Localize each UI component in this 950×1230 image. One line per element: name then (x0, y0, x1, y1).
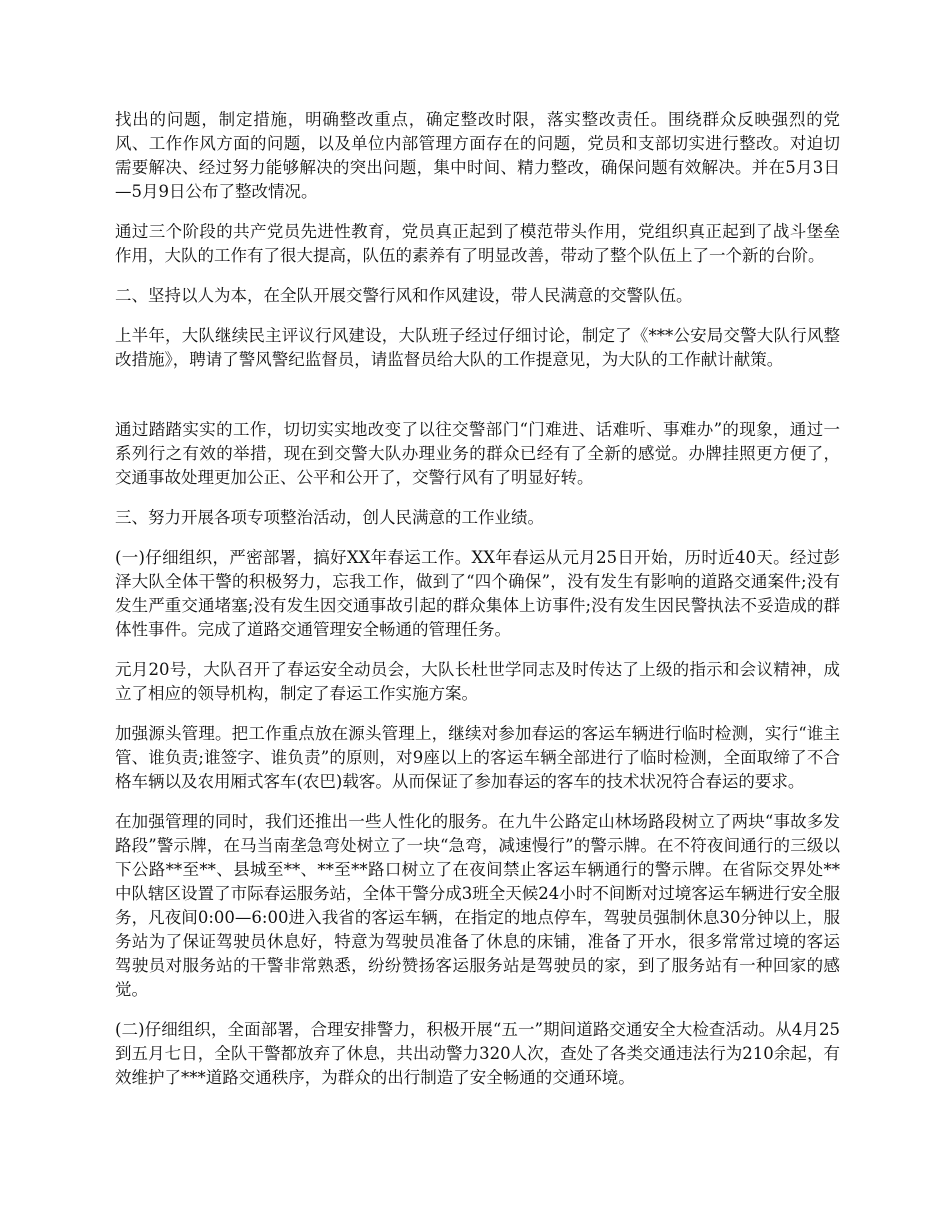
paragraph-spring-transport: (一)仔细组织，严密部署，搞好XX年春运工作。XX年春运从元月25日开始，历时近40天。经过彭泽大队全体干警的积极努力，忘我工作，做到了“四个确保”，没有发生有影响的道路交通案件;没有发生严重交通堵塞;没有发生因交通事故引起的群众集体上访事件;没有发生因民警执法不妥造成的群体性事件。完成了道路交通管理安全畅通的管理任务。 (115, 548, 840, 639)
section-heading-3: 三、努力开展各项专项整治活动，创人民满意的工作业绩。 (115, 508, 544, 527)
paragraph-mobilization-meeting: 元月20号，大队召开了春运安全动员会，大队长杜世学同志及时传达了上级的指示和会议精神，成立了相应的领导机构，制定了春运工作实施方案。 (115, 660, 840, 703)
document-body (115, 108, 840, 1106)
paragraph-rectification: 找出的问题，制定措施，明确整改重点，确定整改时限，落实整改责任。围绕群众反映强烈的党风、工作作风方面的问题，以及单位内部管理方面存在的问题，党员和支部切实进行整改。对迫切需要解决、经过努力能够解决的突出问题，集中时间、精力整改，确保问题有效解决。并在5月3日—5月9日公布了整改情况。 (115, 110, 840, 201)
paragraph-humane-services: 在加强管理的同时，我们还推出一些人性化的服务。在九牛公路定山林场路段树立了两块“事故多发路段”警示牌，在马当南垄急弯处树立了一块“急弯，减速慢行”的警示牌。在不符夜间通行的三级以下公路**至**、县城至**、**至**路口树立了在夜间禁止客运车辆通行的警示牌。在省际交界处**中队辖区设置了市际春运服务站，全体干警分成3班全天候24小时不间断对过境客运车辆进行安全服务，凡夜间0:00—6:00进入我省的客运车辆，在指定的地点停车，驾驶员强制休息30分钟以上，服务站为了保证驾驶员休息好，特意为驾驶员准备了休息的床铺，准备了开水，很多常常过境的客运驾驶员对服务站的干警非常熟悉，纷纷赞扬客运服务站是驾驶员的家，到了服务站有一种回家的感觉。 (115, 812, 840, 999)
paragraph-work-improvement: 通过踏踏实实的工作，切切实实地改变了以往交警部门“门难进、话难听、事难办”的现象，通过一系列行之有效的举措，现在到交警大队办理业务的群众已经有了全新的感觉。办牌挂照更方便了，交通事故处理更加公正、公平和公开了，交警行风有了明显好转。 (115, 420, 840, 487)
paragraph-source-management: 加强源头管理。把工作重点放在源头管理上，继续对参加春运的客运车辆进行临时检测，实行“谁主管、谁负责;谁签字、谁负责”的原则，对9座以上的客运车辆全部进行了临时检测，全面取缔了不合格车辆以及农用厢式客车(农巴)载客。从而保证了参加春运的客车的技术状况符合春运的要求。 (115, 724, 840, 791)
paragraph-may-day-inspection: (二)仔细组织，全面部署，合理安排警力，积极开展“五一”期间道路交通安全大检查活动。从4月25到五月七日，全队干警都放弃了休息，共出动警力320人次，查处了各类交通违法行为210余起，有效维护了***道路交通秩序，为群众的出行制造了安全畅通的交通环境。 (115, 1020, 840, 1087)
section-heading-2: 二、坚持以人为本，在全队开展交警行风和作风建设，带人民满意的交警队伍。 (115, 286, 693, 305)
paragraph-education-results: 通过三个阶段的共产党员先进性教育，党员真正起到了模范带头作用，党组织真正起到了战斗堡垒作用，大队的工作有了很大提高，队伍的素养有了明显改善，带动了整个队伍上了一个新的台阶。 (115, 222, 840, 265)
blank-spacer (115, 388, 840, 418)
paragraph-style-building: 上半年，大队继续民主评议行风建设，大队班子经过仔细讨论，制定了《***公安局交警大队行风整改措施》，聘请了警风警纪监督员，请监督员给大队的工作提意见，为大队的工作献计献策。 (115, 326, 840, 369)
